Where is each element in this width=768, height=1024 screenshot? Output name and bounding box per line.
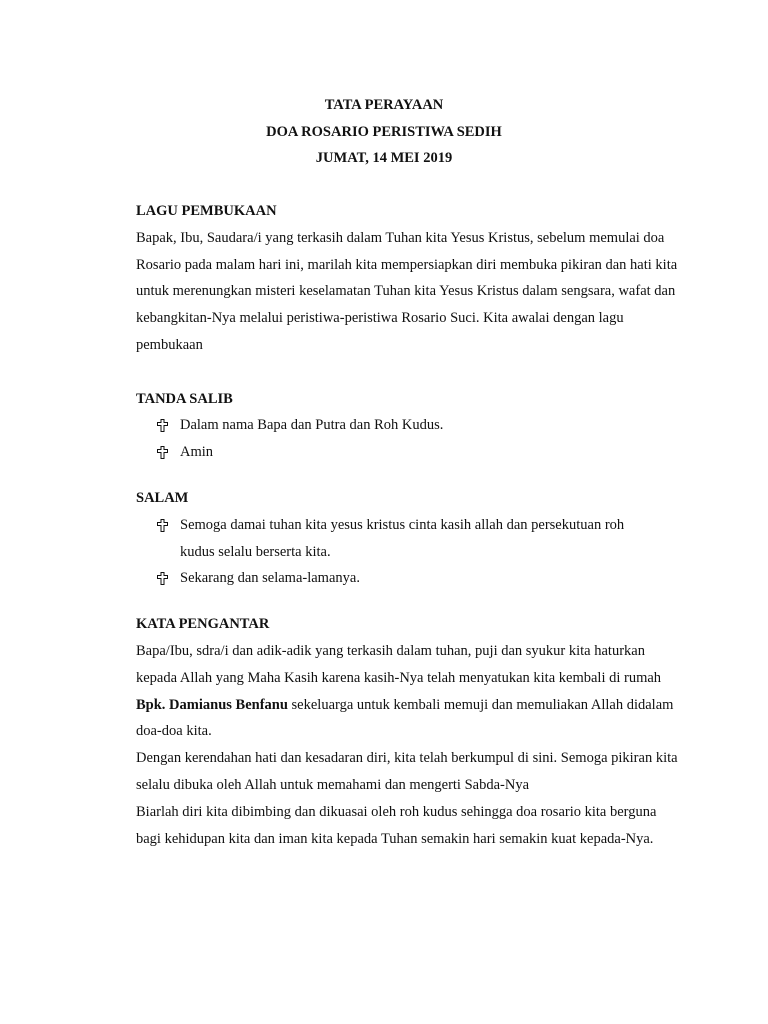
section-kata-pengantar bbox=[136, 611, 681, 852]
title-line-2: DOA ROSARIO PERISTIWA SEDIH bbox=[266, 123, 502, 140]
heading-lagu-pembukaan: LAGU PEMBUKAAN bbox=[136, 203, 277, 219]
host-name: Bpk. Damianus Benfanu bbox=[136, 696, 288, 713]
cross-icon bbox=[157, 519, 168, 532]
section-lagu-pembukaan bbox=[136, 198, 681, 359]
spacer bbox=[136, 359, 681, 386]
section-salam bbox=[136, 485, 681, 592]
salam-list bbox=[136, 512, 681, 592]
list-item bbox=[136, 412, 681, 439]
paragraph-kata-pengantar-2: Dengan kerendahan hati dan kesadaran diri, kita telah berkumpul di sini. Semoga pikiran kita selalu dibuka oleh Allah untuk memahami dan mengerti Sabda-Nya bbox=[136, 750, 678, 793]
paragraph-kata-pengantar-3: Biarlah diri kita dibimbing dan dikuasai oleh roh kudus sehingga doa rosario kita berguna bagi kehidupan kita dan iman kita kepada Tuhan semakin hari semakin kuat kepada-Nya. bbox=[136, 803, 657, 847]
section-tanda-salib bbox=[136, 386, 681, 466]
spacer bbox=[136, 466, 681, 485]
list-item bbox=[136, 565, 681, 592]
list-item-text: Sekarang dan selama-lamanya. bbox=[180, 570, 360, 587]
cross-icon bbox=[157, 419, 168, 432]
list-item-text: Amin bbox=[180, 444, 214, 461]
title-line-3: JUMAT, 14 MEI 2019 bbox=[315, 150, 453, 166]
spacer bbox=[136, 592, 681, 611]
cross-icon bbox=[157, 446, 168, 459]
heading-salam: SALAM bbox=[136, 489, 189, 506]
document-title-block bbox=[0, 92, 768, 172]
tanda-salib-list bbox=[136, 412, 681, 466]
heading-tanda-salib: TANDA SALIB bbox=[136, 390, 233, 407]
paragraph-lagu-pembukaan: Bapak, Ibu, Saudara/i yang terkasih dalam Tuhan kita Yesus Kristus, sebelum memulai doa Rosario pada malam hari ini, marilah kita mempersiapkan diri membuka pikiran dan hati kita untuk merenungkan misteri keselamatan Tuhan kita Yesus Kristus dalam sengsara, wafat dan kebangkitan-Nya melalui peristiwa-peristiwa Rosario Suci. Kita awalai dengan lagu pembukaan bbox=[136, 229, 678, 353]
list-item-text: Dalam nama Bapa dan Putra dan Roh Kudus. bbox=[180, 417, 444, 434]
paragraph-text: sekeluarga untuk kembali memuji dan memuliakan Allah didalam doa-doa kita. bbox=[136, 696, 674, 740]
heading-kata-pengantar: KATA PENGANTAR bbox=[136, 616, 270, 633]
list-item bbox=[136, 512, 681, 566]
list-item bbox=[136, 439, 681, 466]
document-body bbox=[136, 198, 681, 852]
list-item-text: Semoga damai tuhan kita yesus kristus cinta kasih allah dan persekutuan roh kudus selalu berserta kita. bbox=[180, 516, 625, 560]
paragraph-text: Bapa/Ibu, sdra/i dan adik-adik yang terkasih dalam tuhan, puji dan syukur kita haturkan kepada Allah yang Maha Kasih karena kasih-Nya telah menyatukan kita kembali di rumah bbox=[136, 642, 662, 686]
cross-icon bbox=[157, 572, 168, 585]
paragraph-kata-pengantar-1 bbox=[136, 638, 681, 745]
title-line-1: TATA PERAYAAN bbox=[324, 97, 444, 113]
